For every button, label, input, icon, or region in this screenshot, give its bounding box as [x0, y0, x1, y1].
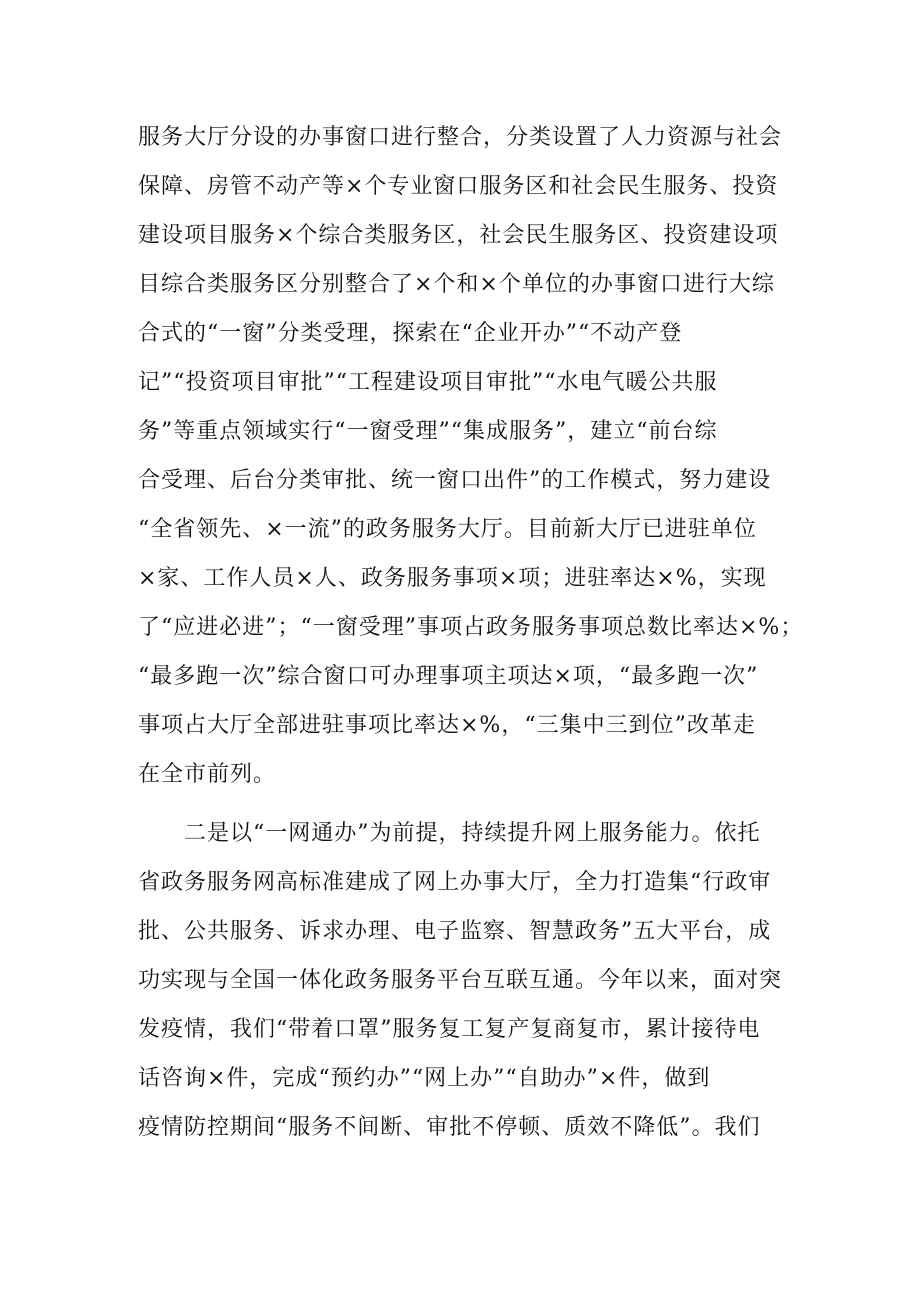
- text-line: 目综合类服务区分别整合了×个和×个单位的办事窗口进行大综: [138, 272, 775, 297]
- paragraph-online-services: [138, 809, 798, 1152]
- text-line: 在全市前列。: [138, 762, 277, 787]
- text-line: 服务大厅分设的办事窗口进行整合，分类设置了人力资源与社会: [138, 125, 783, 150]
- text-line: “最多跑一次”综合窗口可办理事项主项达×项，“最多跑一次”: [138, 664, 759, 689]
- paragraph-window-integration: [138, 113, 804, 799]
- text-line: 保障、房管不动产等×个专业窗口服务区和社会民生服务、投资: [138, 174, 779, 199]
- text-line: 务”等重点领域实行“一窗受理”“集成服务”，建立“前台综: [138, 419, 718, 444]
- text-line: 合受理、后台分类审批、统一窗口出件”的工作模式，努力建设: [138, 468, 772, 493]
- text-line: 了“应进必进”；“一窗受理”事项占政务服务事项总数比率达×%；: [138, 615, 804, 640]
- text-line: 二是以“一网通办”为前提，持续提升网上服务能力。依托: [138, 821, 761, 846]
- text-line: 批、公共服务、诉求办理、电子监察、智慧政务”五大平台，成: [138, 919, 772, 944]
- text-line: 事项占大厅全部进驻事项比率达×%，“三集中三到位”改革走: [138, 713, 756, 738]
- text-line: 疫情防控期间“服务不间断、审批不停顿、质效不降低”。我们: [138, 1115, 761, 1140]
- text-line: 发疫情，我们“带着口罩”服务复工复产复商复市，累计接待电: [138, 1017, 761, 1042]
- text-line: 建设项目服务×个综合类服务区，社会民生服务区、投资建设项: [138, 223, 779, 248]
- text-line: 话咨询×件，完成“预约办”“网上办”“自助办”×件，做到: [138, 1066, 711, 1091]
- text-line: 省政务服务网高标准建成了网上办事大厅，全力打造集“行政审: [138, 870, 772, 895]
- text-line: 功实现与全国一体化政务服务平台互联互通。今年以来，面对突: [138, 968, 783, 993]
- text-line: 合式的“一窗”分类受理，探索在“企业开办”“不动产登: [138, 321, 683, 346]
- text-line: 记”“投资项目审批”“工程建设项目审批”“水电气暖公共服: [138, 370, 718, 395]
- text-line: ×家、工作人员×人、政务服务事项×项；进驻率达×%，实现: [138, 566, 767, 591]
- text-line: “全省领先、×一流”的政务服务大厅。目前新大厅已进驻单位: [138, 517, 757, 542]
